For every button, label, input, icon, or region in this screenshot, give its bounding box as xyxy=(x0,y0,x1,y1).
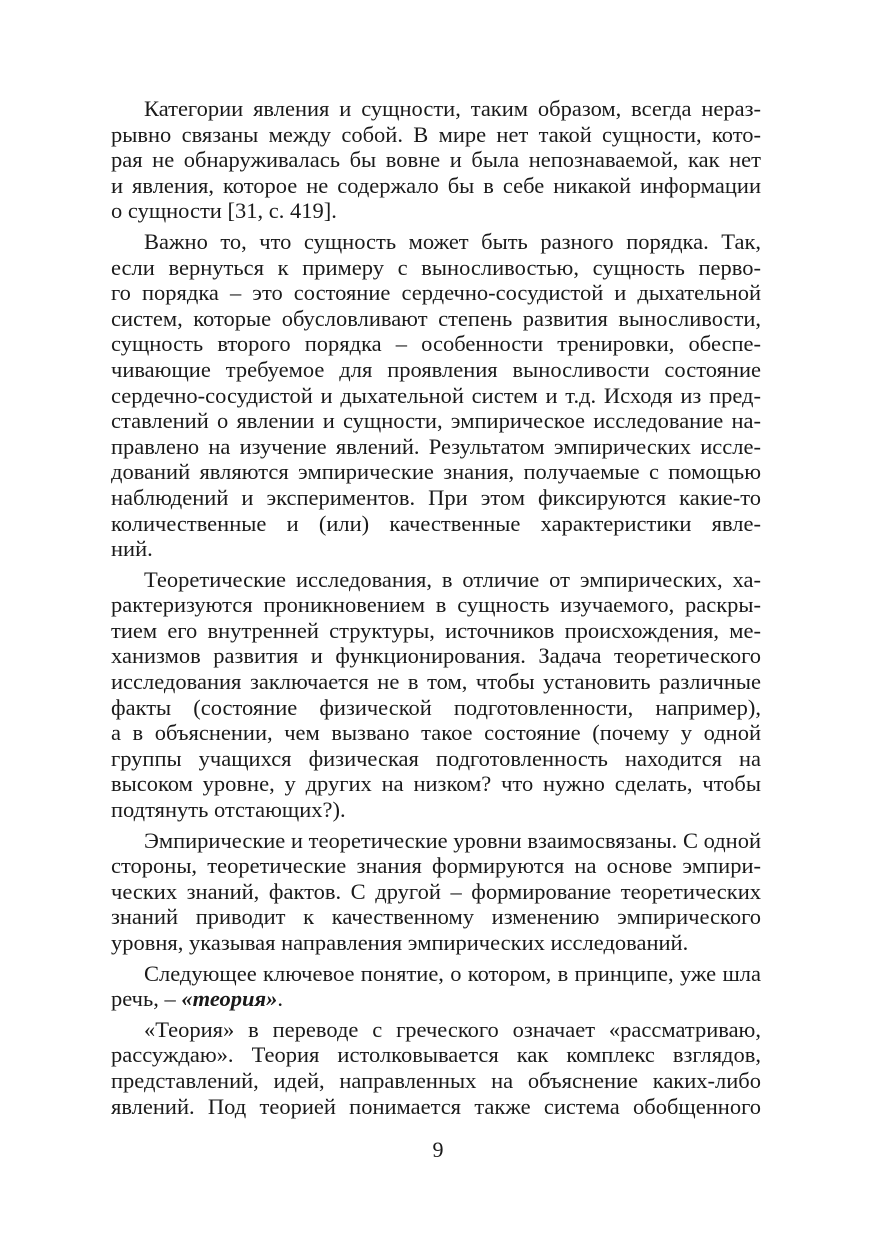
text-line: знаний приводит к качественному изменению эмпирического xyxy=(111,904,761,930)
text-line: уровня, указывая направления эмпирических исследований. xyxy=(111,930,689,955)
text-line: Важно то, что сущность может быть разного порядка. Так, xyxy=(144,228,761,254)
text-line: ний. xyxy=(111,536,153,562)
text-line: стороны, теоретические знания формируются на основе эмпири- xyxy=(111,853,761,879)
text-line: дований являются эмпирические знания, получаемые с помощью xyxy=(111,459,761,485)
text-line: ханизмов развития и функционирования. Задача теоретического xyxy=(111,643,761,669)
text-line: группы учащихся физическая подготовленность находится на xyxy=(111,745,761,771)
text-line: а в объяснении, чем вызвано такое состояние (почему у одной xyxy=(111,720,761,746)
text-line: правлено на изучение явлений. Результатом эмпирических иссле- xyxy=(111,433,761,459)
text-line: количественные и (или) качественные характеристики явле- xyxy=(111,510,761,536)
text-line: рассуждаю». Теория истолковывается как комплекс взглядов, xyxy=(111,1042,761,1068)
text-line: Категории явления и сущности, таким образом, всегда нераз- xyxy=(144,96,761,121)
text-line: сущность второго порядка – особенности тренировки, обеспе- xyxy=(111,331,761,357)
text-line: факты (состояние физической подготовленности, например), xyxy=(111,694,761,720)
text-line-with-term xyxy=(111,986,761,1012)
paragraph-essence-order xyxy=(111,229,761,562)
text-line: чивающие требуемое для проявления выносливости состояние xyxy=(111,356,761,382)
text-line: высоком уровне, у других на низком? что нужно сделать, чтобы xyxy=(111,771,761,797)
paragraph-categories xyxy=(111,96,761,224)
text-line: сердечно-сосудистой и дыхательной систем и т.д. Исходя из пред- xyxy=(111,382,761,408)
text-line: рая не обнаруживалась бы вовне и была непознаваемой, как нет xyxy=(111,147,761,173)
text-line: ческих знаний, фактов. С другой – формирование теоретических xyxy=(111,878,761,904)
paragraph-theoretical-research xyxy=(111,567,761,823)
text-line: если вернуться к примеру с выносливостью, сущность перво- xyxy=(111,254,761,280)
paragraph-key-concept xyxy=(111,961,761,1012)
text-line: го порядка – это состояние сердечно-сосудистой и дыхательной xyxy=(111,280,761,306)
text-line: наблюдений и экспериментов. При этом фиксируются какие-то xyxy=(111,484,761,510)
text-line: явлений. Под теорией понимается также система обобщенного xyxy=(111,1093,761,1119)
text-line: Эмпирические и теоретические уровни взаимосвязаны. С одной xyxy=(144,827,761,853)
text-line: Теоретические исследования, в отличие от эмпирических, ха- xyxy=(144,566,761,592)
text-line: «Теория» в переводе с греческого означает «рассматриваю, xyxy=(144,1016,761,1042)
text-suffix: . xyxy=(277,986,284,1012)
key-term-theory: «теория» xyxy=(181,986,278,1012)
text-prefix: речь, – xyxy=(111,986,182,1012)
text-line: исследования заключается не в том, чтобы установить различные xyxy=(111,669,761,695)
page-body xyxy=(111,96,761,1119)
text-line: систем, которые обусловливают степень развития выносливости, xyxy=(111,305,761,331)
paragraph-levels-relationship xyxy=(111,828,761,956)
paragraph-theory-definition xyxy=(111,1017,761,1119)
text-line: о сущности [31, с. 419]. xyxy=(111,198,337,224)
text-line: подтянуть отстающих?). xyxy=(111,797,346,823)
text-line: представлений, идей, направленных на объяснение каких-либо xyxy=(111,1067,761,1093)
text-line: рывно связаны между собой. В мире нет такой сущности, кото- xyxy=(111,121,761,147)
text-line: ставлений о явлении и сущности, эмпирическое исследование на- xyxy=(111,408,761,434)
text-line: рактеризуются проникновением в сущность изучаемого, раскры- xyxy=(111,592,761,618)
text-line: и явления, которое не содержало бы в себе никакой информации xyxy=(111,172,761,198)
text-line: тием его внутренней структуры, источников происхождения, ме- xyxy=(111,617,761,643)
page-number: 9 xyxy=(432,1137,444,1162)
text-line: Следующее ключевое понятие, о котором, в принципе, уже шла xyxy=(144,960,761,986)
